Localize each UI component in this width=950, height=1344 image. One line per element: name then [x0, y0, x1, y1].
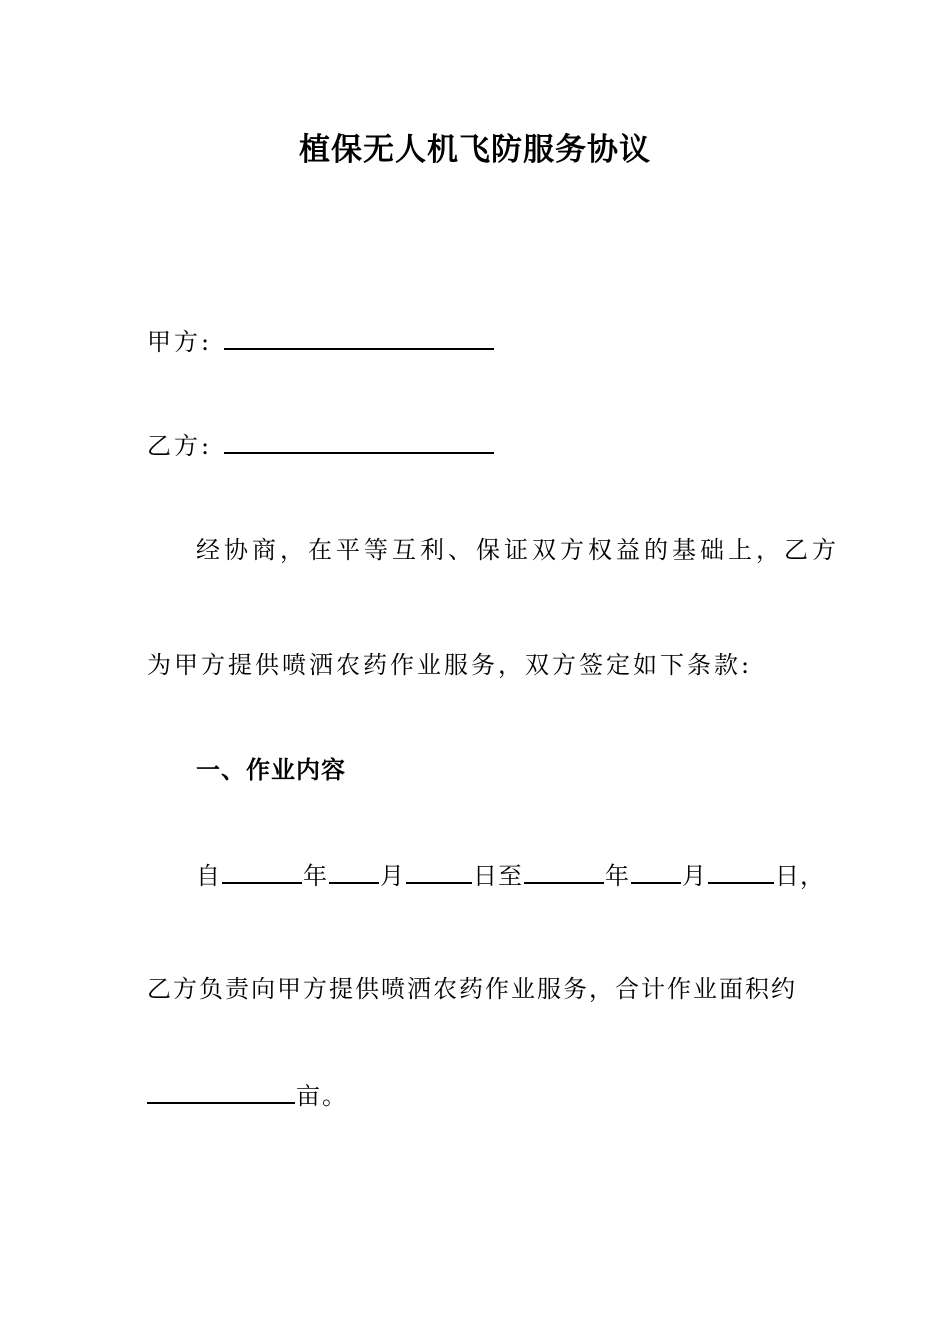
section-heading-work-content: 一、作业内容	[196, 755, 346, 784]
end-day-blank[interactable]	[708, 858, 774, 884]
start-day-to-label: 日至	[473, 862, 523, 890]
start-month-label: 月	[380, 862, 405, 890]
party-a-label: 甲方:	[147, 328, 213, 356]
intro-paragraph-line-2: 为甲方提供喷洒农药作业服务，双方签定如下条款:	[147, 651, 753, 679]
work-scope-line: 乙方负责向甲方提供喷洒农药作业服务，合计作业面积约	[147, 975, 797, 1003]
end-month-label: 月	[682, 862, 707, 890]
area-line	[147, 1078, 348, 1113]
end-year-label: 年	[605, 862, 630, 890]
start-year-blank[interactable]	[222, 858, 302, 884]
party-b-line	[147, 428, 495, 463]
end-year-blank[interactable]	[524, 858, 604, 884]
date-range-line	[196, 858, 825, 893]
end-month-blank[interactable]	[631, 858, 681, 884]
party-a-blank[interactable]	[224, 324, 494, 350]
party-b-label: 乙方:	[147, 432, 213, 460]
document-title: 植保无人机飞防服务协议	[299, 132, 651, 168]
start-day-blank[interactable]	[406, 858, 472, 884]
start-month-blank[interactable]	[329, 858, 379, 884]
area-unit-label: 亩。	[296, 1082, 348, 1110]
intro-paragraph-line-1: 经协商，在平等互利、保证双方权益的基础上，乙方	[196, 536, 840, 564]
area-blank[interactable]	[147, 1078, 295, 1104]
party-b-blank[interactable]	[224, 428, 494, 454]
end-day-label: 日，	[775, 862, 825, 890]
party-a-line	[147, 324, 495, 359]
date-from-label: 自	[196, 862, 221, 890]
start-year-label: 年	[303, 862, 328, 890]
